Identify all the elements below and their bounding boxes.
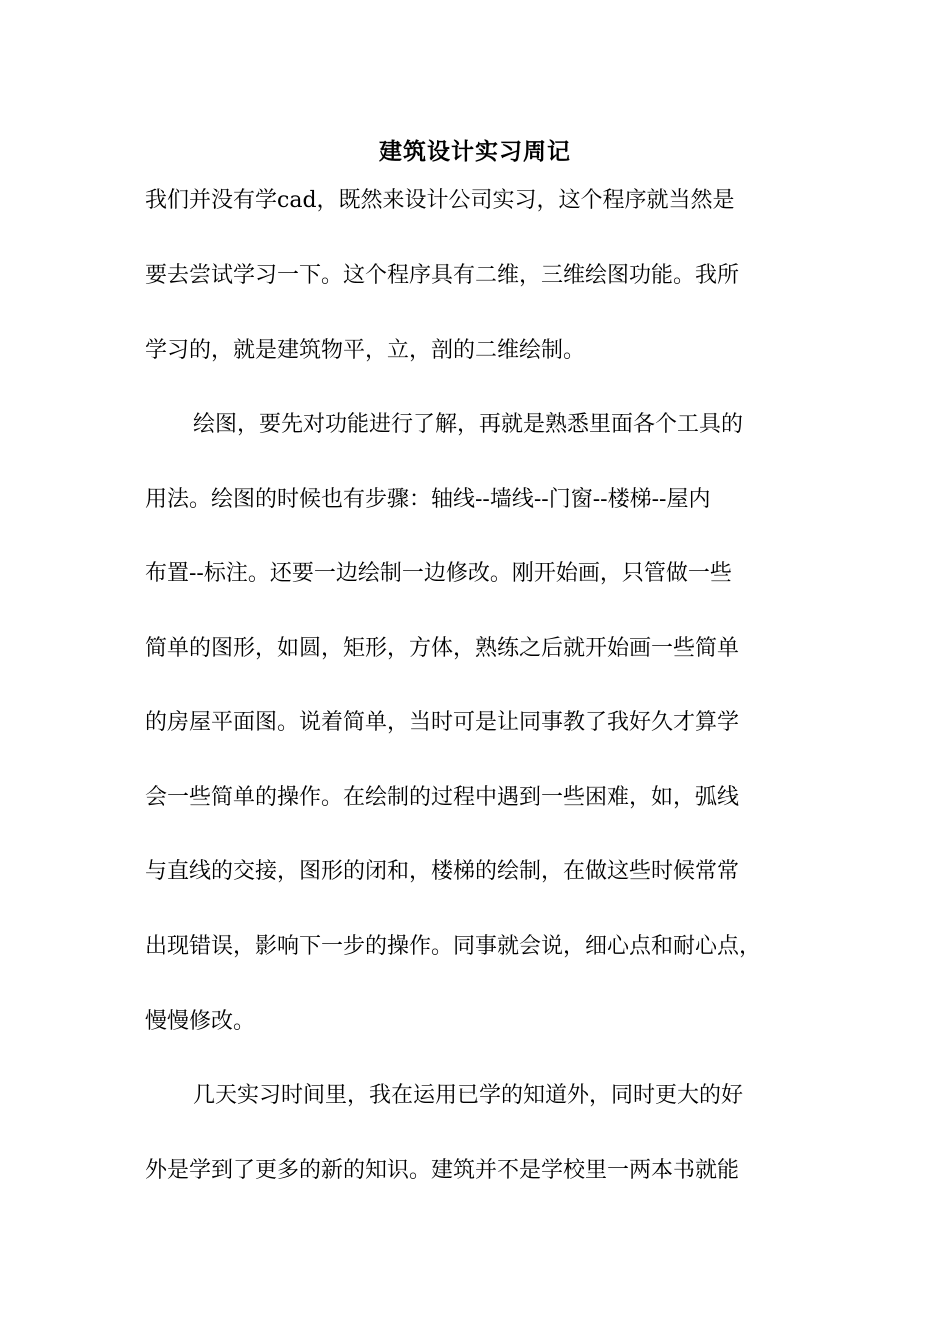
paragraph-line: 与直线的交接，图形的闭和，楼梯的绘制，在做这些时候常常	[145, 859, 740, 884]
paragraph-line: 慢慢修改。	[145, 1009, 256, 1034]
paragraph-line: 几天实习时间里，我在运用已学的知道外，同时更大的好	[193, 1083, 744, 1108]
paragraph-line: 绘图，要先对功能进行了解，再就是熟悉里面各个工具的	[193, 412, 744, 437]
paragraph-line: 我们并没有学cad，既然来设计公司实习，这个程序就当然是	[145, 188, 735, 213]
paragraph-line: 要去尝试学习一下。这个程序具有二维，三维绘图功能。我所	[145, 263, 740, 288]
paragraph-line: 外是学到了更多的新的知识。建筑并不是学校里一两本书就能	[145, 1158, 740, 1183]
paragraph-line: 会一些简单的操作。在绘制的过程中遇到一些困难，如，弧线	[145, 785, 740, 810]
paragraph-line: 出现错误，影响下一步的操作。同事就会说，细心点和耐心点，	[145, 934, 762, 959]
document-title: 建筑设计实习周记	[379, 138, 571, 165]
paragraph-line: 简单的图形，如圆，矩形，方体，熟练之后就开始画一些简单	[145, 636, 740, 661]
paragraph-line: 用法。绘图的时候也有步骤：轴线--墙线--门窗--楼梯--屋内	[145, 487, 711, 512]
paragraph-line: 的房屋平面图。说着简单，当时可是让同事教了我好久才算学	[145, 710, 740, 735]
paragraph-line: 布置--标注。还要一边绘制一边修改。刚开始画，只管做一些	[145, 561, 732, 586]
paragraph-line: 学习的，就是建筑物平，立，剖的二维绘制。	[145, 338, 586, 363]
